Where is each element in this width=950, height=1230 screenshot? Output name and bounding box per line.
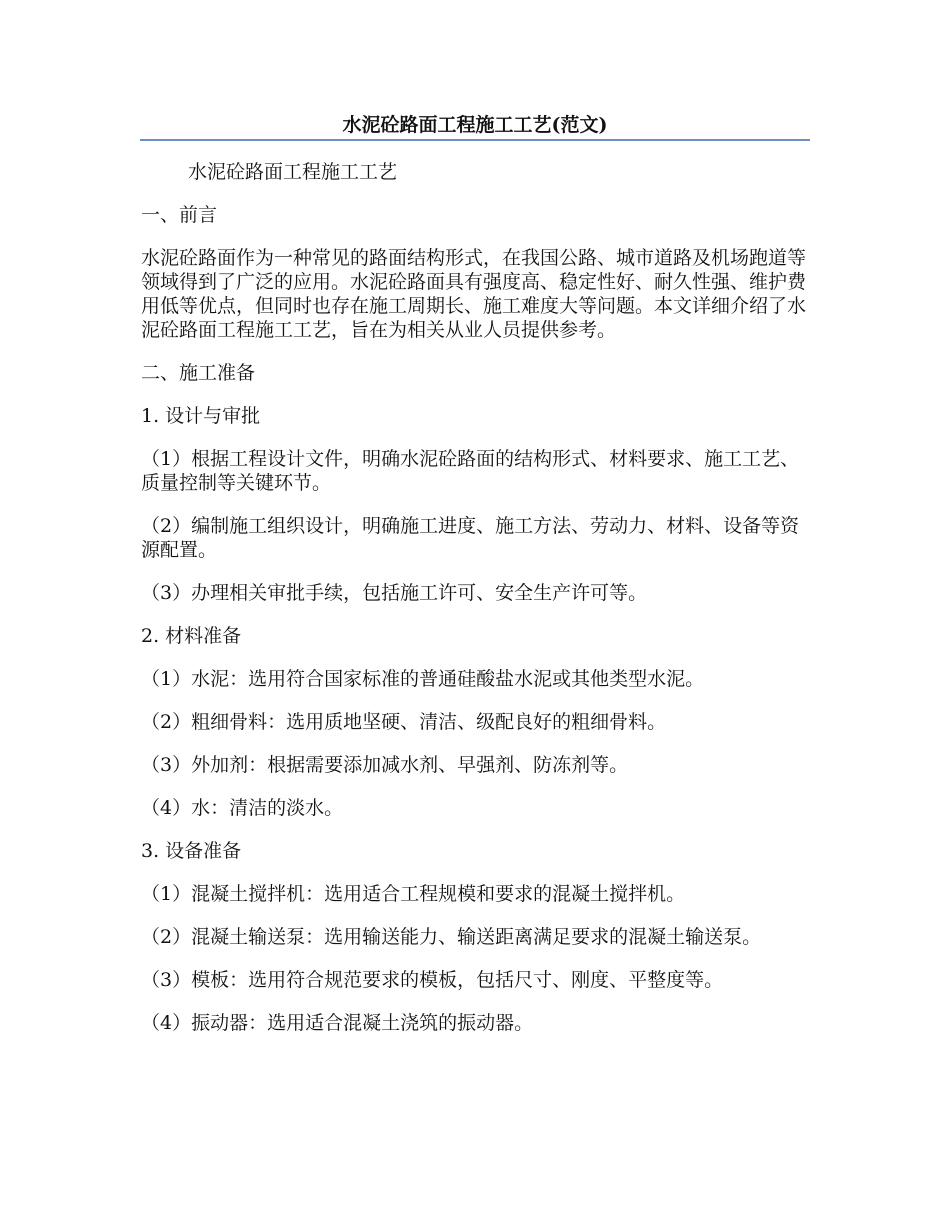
list-item-design-1: （1）根据工程设计文件，明确水泥砼路面的结构形式、材料要求、施工工艺、质量控制等关键环节。 xyxy=(141,448,800,494)
subsection-heading-design: 1. 设计与审批 xyxy=(141,405,261,427)
section-heading-preparation: 二、施工准备 xyxy=(141,362,256,384)
list-item-materials-2: （2）粗细骨料：选用质地坚硬、清洁、级配良好的粗细骨料。 xyxy=(141,711,667,733)
list-item-materials-4: （4）水：清洁的淡水。 xyxy=(141,797,344,819)
section-heading-preface: 一、前言 xyxy=(141,204,218,226)
subtitle-paragraph: 水泥砼路面工程施工工艺 xyxy=(188,161,398,183)
body-paragraph-intro: 水泥砼路面作为一种常见的路面结构形式，在我国公路、城市道路及机场跑道等领域得到了广泛的应用。水泥砼路面具有强度高、稳定性好、耐久性强、维护费用低等优点，但同时也存在施工周期长、施工难度大等问题。本文详细介绍了水泥砼路面工程施工工艺，旨在为相关从业人员提供参考。 xyxy=(141,247,807,341)
list-item-design-3: （3）办理相关审批手续，包括施工许可、安全生产许可等。 xyxy=(141,582,648,604)
document-title: 水泥砼路面工程施工工艺(范文) xyxy=(342,114,608,136)
list-item-equipment-4: （4）振动器：选用适合混凝土浇筑的振动器。 xyxy=(141,1012,534,1034)
list-item-materials-3: （3）外加剂：根据需要添加减水剂、早强剂、防冻剂等。 xyxy=(141,754,629,776)
list-item-equipment-2: （2）混凝土输送泵：选用输送能力、输送距离满足要求的混凝土输送泵。 xyxy=(141,926,762,948)
subsection-heading-equipment: 3. 设备准备 xyxy=(141,840,242,862)
title-divider xyxy=(140,139,810,141)
list-item-materials-1: （1）水泥：选用符合国家标准的普通硅酸盐水泥或其他类型水泥。 xyxy=(141,668,705,690)
subsection-heading-materials: 2. 材料准备 xyxy=(141,625,242,647)
list-item-equipment-3: （3）模板：选用符合规范要求的模板，包括尺寸、刚度、平整度等。 xyxy=(141,969,724,991)
list-item-equipment-1: （1）混凝土搅拌机：选用适合工程规模和要求的混凝土搅拌机。 xyxy=(141,883,686,905)
document-body xyxy=(141,160,809,1035)
list-item-design-2: （2）编制施工组织设计，明确施工进度、施工方法、劳动力、材料、设备等资源配置。 xyxy=(141,515,800,561)
